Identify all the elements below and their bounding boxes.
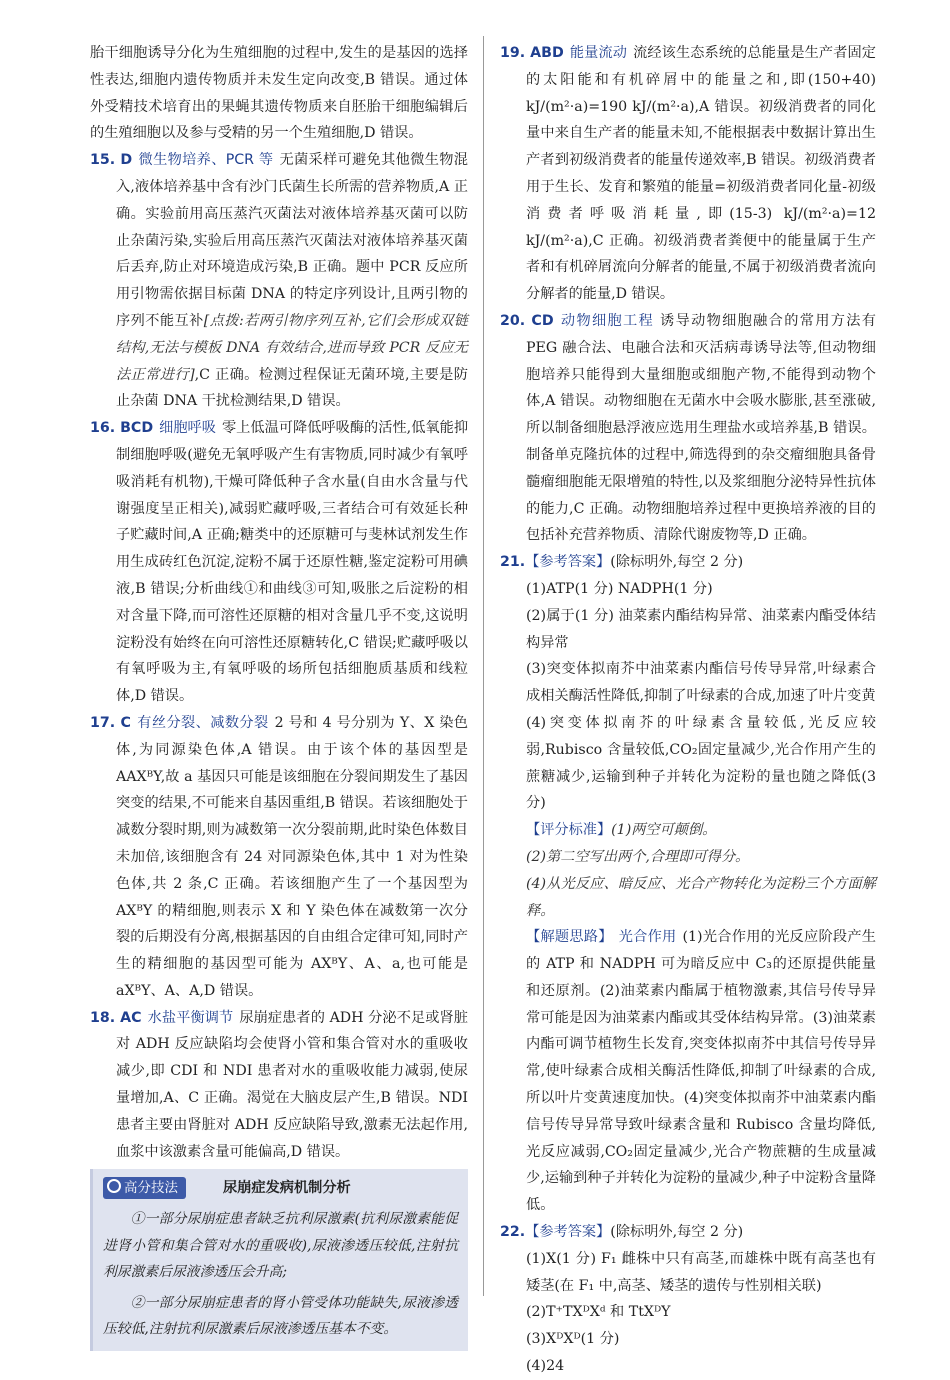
q21-answer-1: (1)ATP(1 分) NADPH(1 分): [526, 580, 713, 597]
q21-ref-note: (除标明外,每空 2 分): [610, 554, 744, 571]
column-divider: [483, 36, 484, 1296]
question-19: [500, 40, 876, 308]
tip-box-paragraph-2: ②一部分尿崩症患者的肾小管受体功能缺失,尿液渗透压较低,注射抗利尿激素后尿液渗透压基本不变。: [103, 1294, 458, 1338]
q18-topic: 水盐平衡调节: [147, 1009, 234, 1026]
q19-topic: 能量流动: [569, 45, 628, 61]
q21-score-4: (4)从光反应、暗反应、光合产物转化为淀粉三个方面解释。: [526, 875, 876, 919]
q22-answer-1: (1)X(1 分) F₁ 雌株中只有高茎,而雄株中既有高茎也有矮茎(在 F₁ 中,高茎、矮茎的遗传与性别相关联): [526, 1250, 876, 1294]
tip-box-paragraph-1: ①一部分尿崩症患者缺乏抗利尿激素(抗利尿激素能促进肾小管和集合管对水的重吸收),尿液渗透压较低,注射抗利尿激素后尿液渗透压会升高;: [103, 1211, 458, 1281]
q15-text-b: ,C 正确。检测过程保证无菌环境,主要是防止杂菌 DNA 干扰检测结果,D 错误。: [116, 366, 468, 410]
q21-score-label: 【评分标准】: [526, 822, 612, 839]
q17-number: 17. C: [90, 714, 131, 731]
q21-scoring: [500, 817, 876, 844]
q21-idea-label: 【解题思路】: [526, 929, 613, 946]
q19-text: 流经该生态系统的总能量是生产者固定的太阳能和有机碎屑中的能量之和,即(150+40) kJ/(m²·a)=190 kJ/(m²·a),A 错误。初级消费者的同化量中来自生产者的能量未知,不能根据表中数据计算出生产者到初级消费者的能量传递效率,B 错误。初级消费者用于生长、发育和繁殖的能量=初级消费者同化量-初级消费者呼吸消耗量,即(15-3) kJ/(m²·a)=12 kJ/(m²·a),C 正确。初级消费者粪便中的能量属于生产者和有机碎屑流向分解者的能量,不属于初级消费者流向分解者的能量,D 错误。: [526, 45, 876, 303]
question-21-header: [500, 549, 876, 576]
q22-answer-2: (2)T⁺TXᴰXᵈ 和 TtXᴰY: [526, 1304, 671, 1321]
q21-answer-4: (4)突变体拟南芥的叶绿素含量较低,光反应较弱,Rubisco 含量较低,CO₂固定量减少,光合作用产生的蔗糖减少,运输到种子并转化为淀粉的量也随之降低(3 分): [526, 714, 876, 812]
question-16: [90, 415, 468, 710]
q16-topic: 细胞呼吸: [159, 420, 216, 437]
question-20: [500, 308, 876, 549]
q20-number: 20. CD: [500, 312, 554, 329]
q21-answer-3: (3)突变体拟南芥中油菜素内酯信号传导异常,叶绿素合成相关酶活性降低,抑制了叶绿素的合成,加速了叶片变黄: [526, 661, 876, 705]
q21-idea-topic: 光合作用: [618, 929, 677, 946]
q21-score-1: (1)两空可颠倒。: [611, 822, 717, 839]
q22-ref-note: (除标明外,每空 2 分): [610, 1224, 744, 1241]
q15-topic: 微生物培养、PCR 等: [138, 152, 274, 169]
right-column: [500, 40, 876, 1380]
q22-answer-3: (3)XᴰXᴰ(1 分): [526, 1331, 620, 1348]
left-column: [90, 40, 468, 1351]
q21-ref-label: 【参考答案】: [525, 554, 611, 571]
q20-topic: 动物细胞工程: [559, 312, 655, 329]
tip-box-tag: [103, 1177, 186, 1199]
q18-text: 尿崩症患者的 ADH 分泌不足或肾脏对 ADH 反应缺陷均会使肾小管和集合管对水的重吸收减少,即 CDI 和 NDI 患者对水的重吸收能力减弱,使尿量增加,A、C 正确。渴觉在大脑皮层产生,B 错误。NDI 患者主要由肾脏对 ADH 反应缺陷导致,激素无法起作用,血浆中该激素含量可能偏高,D 错误。: [116, 1009, 468, 1160]
tip-box-title: 尿崩症发病机制分析: [223, 1180, 351, 1197]
q21-score-2: (2)第二空写出两个,合理即可得分。: [526, 848, 750, 865]
q22-answer-4: (4)24: [526, 1358, 565, 1375]
q17-text: 2 号和 4 号分别为 Y、X 染色体,为同源染色体,A 错误。由于该个体的基因型是 AAXᴮY,故 a 基因只可能是该细胞在分裂间期发生了基因突变的结果,不可能来自基因重组,B 错误。若该细胞处于减数分裂时期,则为减数第一次分裂前期,此时染色体数目未加倍,该细胞含有 24 对同源染色体,其中 1 对为性染色体,共 2 条,C 正确。若该细胞产生了一个基因型为 AXᴮY 的精细胞,则表示 X 和 Y 染色体在减数第一次分裂的后期没有分离,根据基因的自由组合定律可知,同时产生的精细胞的基因型可能为 AXᴮY、A、a,也可能是 aXᴮY、A、A,D 错误。: [116, 714, 468, 999]
question-22-header: [500, 1219, 876, 1246]
intro-paragraph: 胎干细胞诱导分化为生殖细胞的过程中,发生的是基因的选择性表达,细胞内遗传物质并未发生定向改变,B 错误。通过体外受精技术培育出的果蝇其遗传物质来自胚胎干细胞编辑后的生殖细胞以及参与受精的另一个生殖细胞,D 错误。: [90, 45, 468, 142]
q15-note: [点拨:若两引物序列互补,它们会形成双链结构,无法与模板 DNA 有效结合,进而导致 PCR 反应无法正常进行]: [116, 312, 468, 383]
q21-solution: [500, 924, 876, 1219]
tip-box: [90, 1169, 468, 1350]
q21-answer-2: (2)属于(1 分) 油菜素内酯结构异常、油菜素内酯受体结构异常: [526, 607, 876, 651]
q17-topic: 有丝分裂、减数分裂: [136, 714, 269, 731]
q16-number: 16. BCD: [90, 420, 154, 437]
q15-text-a: 无菌采样可避免其他微生物混入,液体培养基中含有沙门氏菌生长所需的营养物质,A 正确。实验前用高压蒸汽灭菌法对液体培养基灭菌可以防止杂菌污染,实验后用高压蒸汽灭菌法对液体培养基灭菌后丢弃,防止对环境造成污染,B 正确。题中 PCR 反应所用引物需依据目标菌 DNA 的特定序列设计,且两引物的序列不能互补: [116, 152, 468, 329]
q20-text: 诱导动物细胞融合的常用方法有 PEG 融合法、电融合法和灭活病毒诱导法等,但动物细胞培养只能得到大量细胞或细胞产物,不能得到动物个体,A 错误。动物细胞在无菌水中会吸水膨胀,甚至涨破,所以制备细胞悬浮液应选用生理盐水或培养基,B 错误。制备单克隆抗体的过程中,筛选得到的杂交瘤细胞具备骨髓瘤细胞能无限增殖的特性,以及浆细胞分泌特异性抗体的能力,C 正确。动物细胞培养过程中更换培养液的目的包括补充营养物质、清除代谢废物等,D 正确。: [526, 312, 876, 544]
tip-box-tag-label: 高分技法: [124, 1180, 178, 1197]
q22-number: 22.: [500, 1224, 526, 1241]
q21-number: 21.: [500, 554, 526, 571]
q15-number: 15. D: [90, 152, 133, 169]
q18-number: 18. AC: [90, 1009, 142, 1026]
question-15: [90, 147, 468, 415]
q21-idea-text: (1)光合作用的光反应阶段产生的 ATP 和 NADPH 可为暗反应中 C₃的还原提供能量和还原剂。(2)油菜素内酯属于植物激素,其信号传导异常可能是因为油菜素内酯或其受体结构异常。(3)油菜素内酯可调节植物生长发育,突变体拟南芥中其信号传导异常,使叶绿素合成相关酶活性降低,抑制了叶绿素的合成,所以叶片变黄速度加快。(4)突变体拟南芥中油菜素内酯信号传导异常导致叶绿素含量和 Rubisco 含量均降低,光反应减弱,CO₂固定量减少,光合产物蔗糖的生成量减少,运输到种子并转化为淀粉的量减少,种子中淀粉含量降低。: [526, 929, 876, 1214]
q16-text: 零上低温可降低呼吸酶的活性,低氧能抑制细胞呼吸(避免无氧呼吸产生有害物质,同时减少有氧呼吸消耗有机物),干燥可降低种子含水量(自由水含量与代谢强度呈正相关),减弱贮藏呼吸,三者结合可有效延长种子贮藏时间,A 正确;糖类中的还原糖可与斐林试剂发生作用生成砖红色沉淀,淀粉不属于还原性糖,鉴定淀粉可用碘液,B 错误;分析曲线①和曲线③可知,吸胀之后淀粉的相对含量下降,而可溶性还原糖的相对含量几乎不变,这说明淀粉没有始终在向可溶性还原糖转化,C 错误;贮藏呼吸以有氧呼吸为主,有氧呼吸的场所包括细胞质基质和线粒体,D 错误。: [116, 420, 469, 705]
question-17: [90, 710, 468, 1005]
question-18: [90, 1005, 468, 1166]
q19-number: 19. ABD: [500, 45, 564, 61]
magnifier-icon: [107, 1179, 121, 1193]
q22-ref-label: 【参考答案】: [525, 1224, 611, 1241]
